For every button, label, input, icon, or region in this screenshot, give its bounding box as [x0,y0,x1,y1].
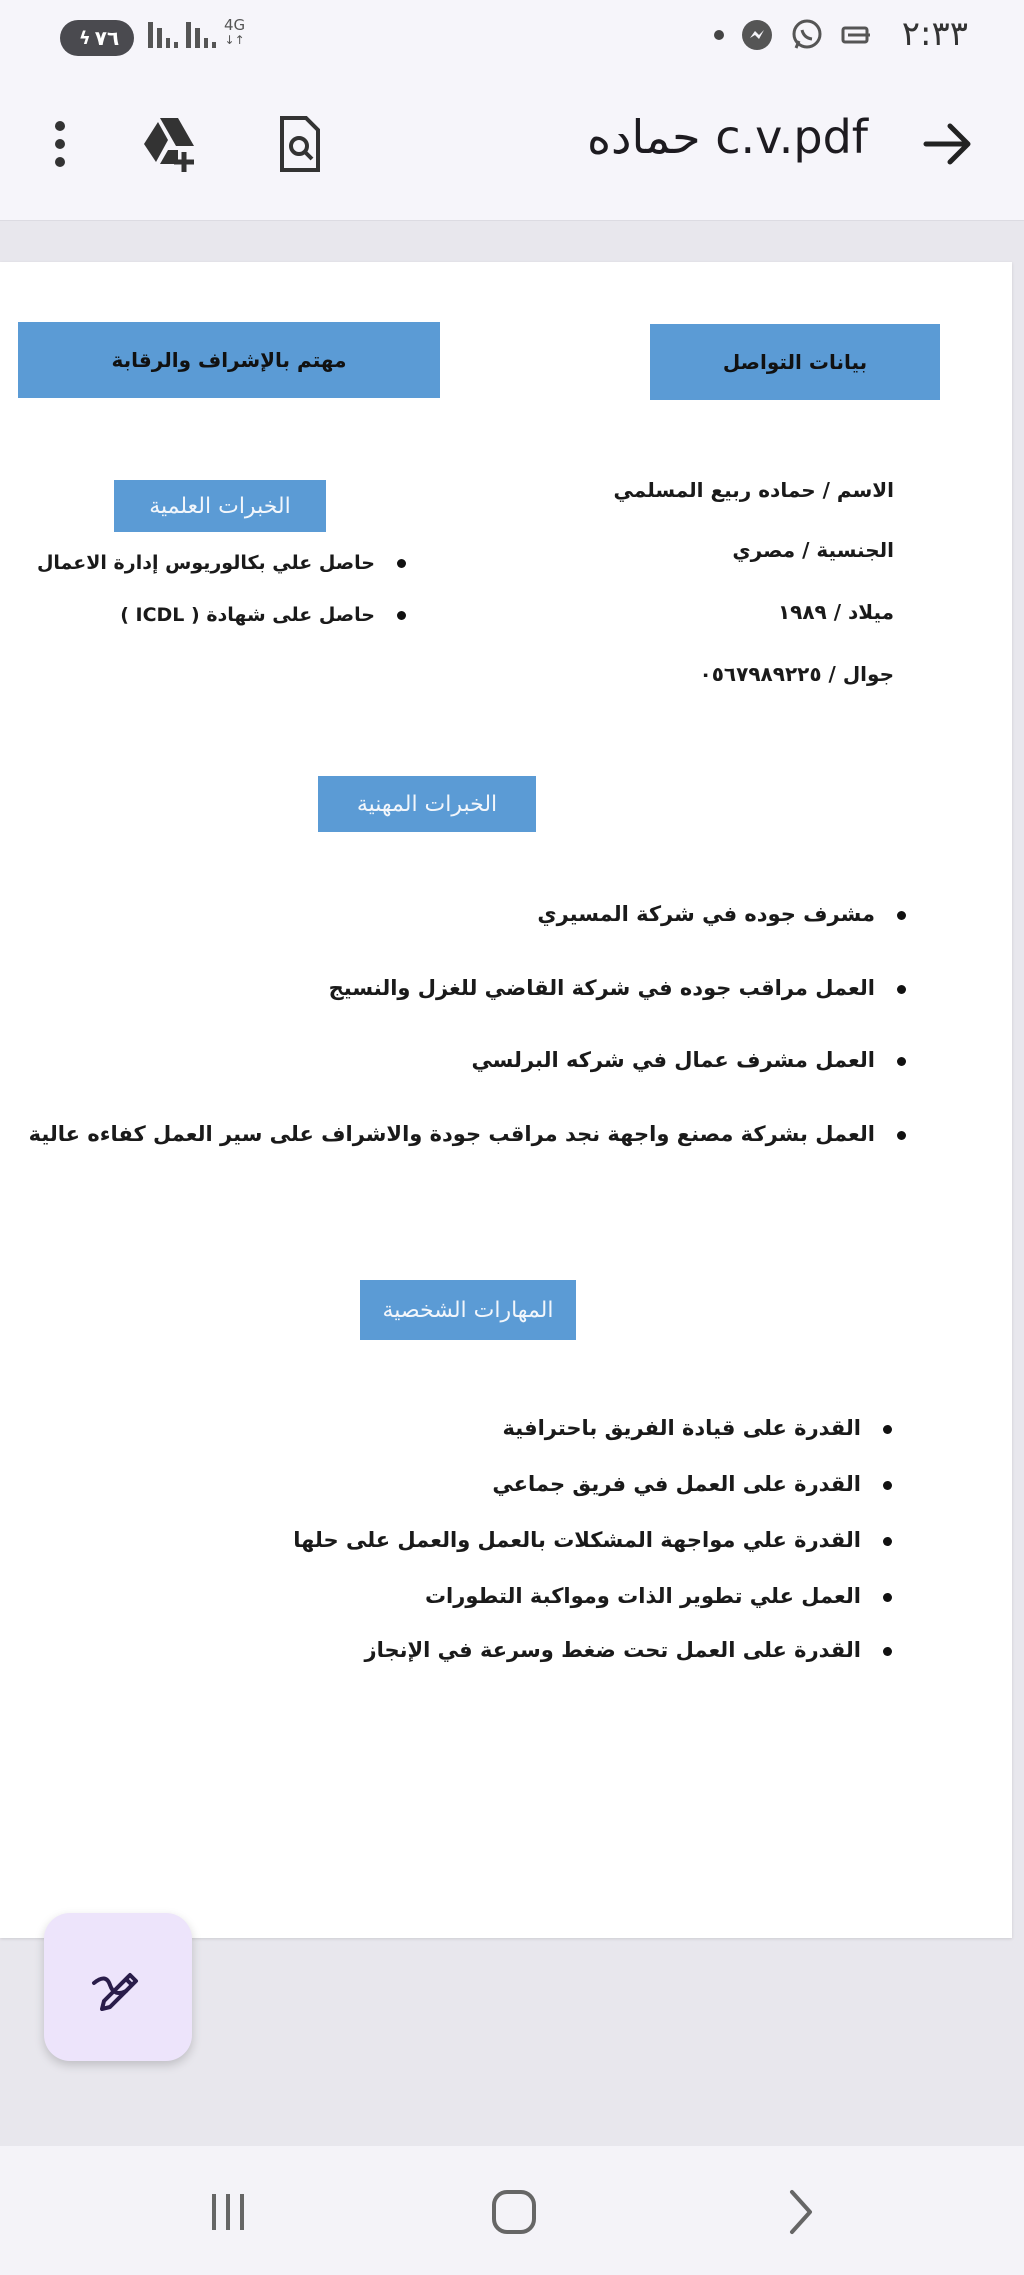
back-arrow-icon [916,112,980,176]
contact-birth: ميلاد / ١٩٨٩ [777,600,894,624]
charging-icon: ϟ [78,27,91,49]
signal-strength-icon [148,22,178,48]
section-header-interest [18,322,440,398]
list-item: القدرة على العمل في فريق جماعي [492,1472,892,1496]
list-item: العمل مراقب جوده في شركة القاضي للغزل والنسيج [329,976,906,1000]
section-header-education-label: الخبرات العلمية [149,493,291,519]
network-type: 4G ↓↑ [224,16,246,47]
clock: ٢:٣٣ [901,14,968,54]
list-item: مشرف جوده في شركة المسيري [537,902,906,926]
section-header-experience-label: الخبرات المهنية [356,791,498,817]
contact-phone: جوال / ٠٥٦٧٩٨٩٢٢٥ [699,662,894,686]
system-navigation-bar [0,2146,1024,2275]
more-options-icon [28,112,92,176]
list-item: العمل علي تطوير الذات ومواكبة التطورات [425,1584,892,1608]
section-header-skills [360,1280,576,1340]
section-header-experience [318,776,536,832]
section-header-interest-label: مهتم بالإشراف والرقابة [111,348,347,372]
edit-pen-icon [86,1955,150,2019]
notification-icons [714,18,874,52]
section-header-contact [650,324,940,400]
home-icon [484,2184,544,2240]
contact-name: الاسم / حماده ربيع المسلمي [613,478,894,502]
back-icon [770,2184,830,2240]
list-item: العمل بشركة مصنع واجهة نجد مراقب جودة والاشراف على سير العمل كفاءه عالية [29,1122,906,1146]
recent-apps-button[interactable] [198,2184,258,2240]
add-to-drive-icon [138,112,202,176]
more-options-button[interactable] [28,112,92,176]
list-item: القدرة على قيادة الفريق باحترافية [503,1416,892,1440]
contact-nationality: الجنسية / مصري [732,538,894,562]
section-header-skills-label: المهارات الشخصية [382,1297,554,1323]
battery-indicator [60,20,134,56]
find-in-document-icon [268,112,332,176]
signal-strength-icon [186,22,216,48]
annotate-button[interactable] [44,1913,192,2061]
find-in-document-button[interactable] [268,112,332,176]
app-bar [0,72,1024,221]
dot-icon [714,30,724,40]
recent-apps-icon [198,2184,258,2240]
pdf-page[interactable] [0,262,1012,1938]
back-button[interactable] [916,112,980,176]
list-item: القدرة علي مواجهة المشكلات بالعمل والعمل على حلها [293,1528,892,1552]
list-item: العمل مشرف عمال في شركه البرلسي [471,1048,906,1072]
home-button[interactable] [484,2184,544,2240]
nav-back-button[interactable] [770,2184,830,2240]
list-item: القدرة على العمل تحت ضغط وسرعة في الإنجاز [365,1638,892,1662]
payment-icon [840,18,874,52]
section-header-education [114,480,326,532]
status-bar [0,0,1024,72]
messenger-icon [740,18,774,52]
add-to-drive-button[interactable] [138,112,202,176]
section-header-contact-label: بيانات التواصل [722,350,868,374]
whatsapp-icon [790,18,824,52]
battery-level: ٧٦ [94,26,120,50]
document-title: حماده c.v.pdf [586,110,868,164]
list-item: حاصل علي بكالوريوس إدارة الاعمال [37,552,406,574]
list-item: حاصل على شهادة ( ICDL ) [120,604,406,626]
